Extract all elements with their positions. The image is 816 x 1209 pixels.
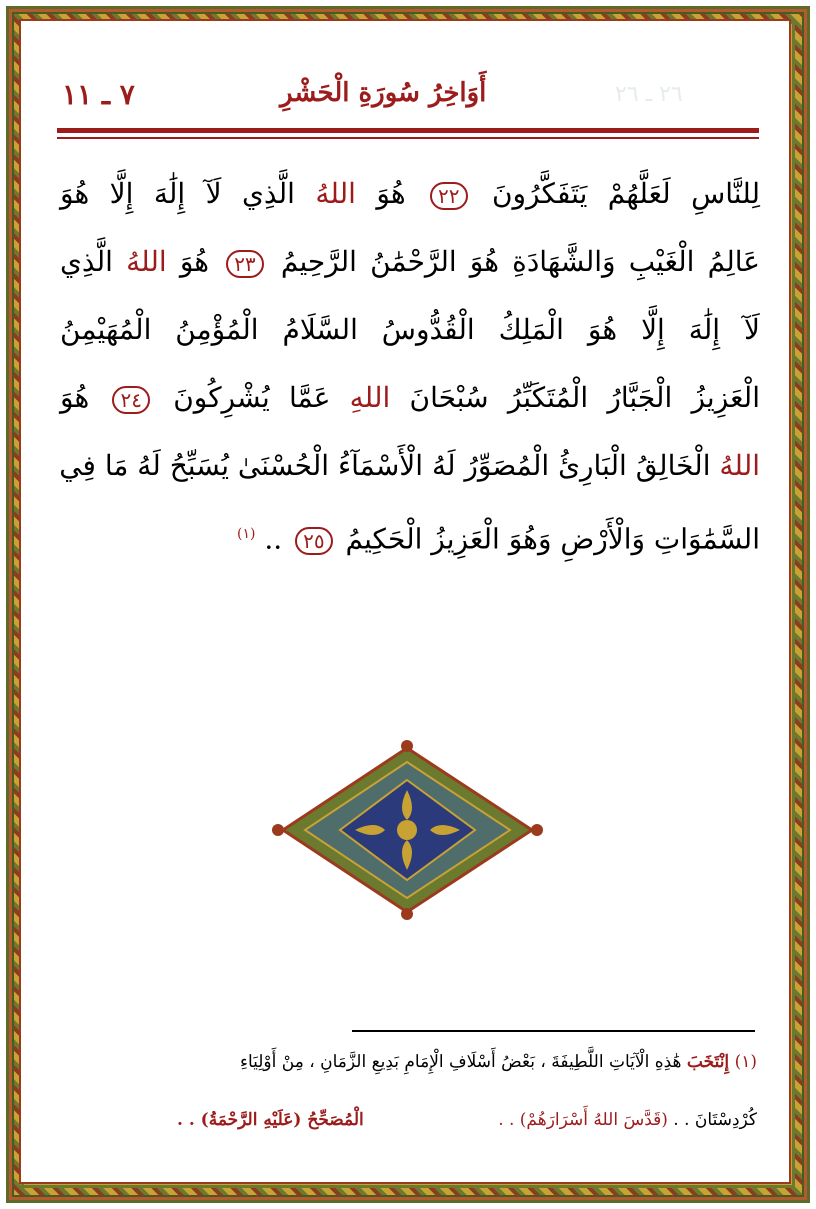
divine-name: اللهُ (719, 449, 760, 482)
ayah-number: ٢٥ (295, 527, 332, 555)
verse-range: ٧ ـ ١١ (62, 78, 135, 111)
verse-text: عَمَّا يُشْرِكُونَ (173, 381, 331, 414)
header-rule-thin (57, 137, 759, 139)
verse-text: لِلنَّاسِ لَعَلَّهُمْ يَتَفَكَّرُونَ (491, 177, 761, 210)
footnote-blessing: (قَدَّسَ اللهُ أَسْرَارَهُمْ) . . (498, 1110, 668, 1130)
footnote-line (60, 1052, 757, 1072)
divine-name: اللهُ (126, 245, 167, 278)
verse-text: هُوَ (376, 177, 406, 210)
verse-text: هُوَ (60, 381, 90, 414)
verse-text: الْعَزِيزُ الْجَبَّارُ الْمُتَكَبِّرُ سُبْحَانَ (409, 381, 760, 414)
ayah-number: ٢٢ (430, 182, 467, 210)
divine-name: اللهِ (349, 381, 391, 414)
header-ghost-text: ٢٦ ـ ٢٦ (615, 82, 683, 107)
footnote-text: كُرْدِسْتَانَ . . (673, 1110, 757, 1130)
verse-line (60, 228, 760, 296)
verse-text: .. (264, 522, 283, 556)
footnote-rule (352, 1030, 755, 1032)
verse-line (60, 160, 760, 228)
footnote-number: (١) (734, 1052, 757, 1072)
verse-text: الَّذِي (60, 245, 113, 278)
ayah-number: ٢٤ (112, 386, 149, 414)
ayah-number: ٢٣ (226, 250, 263, 278)
footnote-text: هَٰذِهِ الْآيَاتِ اللَّطِيفَةَ ، بَعْضُ أَسْلَافِ الْإِمَامِ بَدِيعِ الزَّمَانِ ، مِنْ أَوْلِيَاءِ (239, 1052, 682, 1072)
verse-text: الْخَالِقُ الْبَارِئُ الْمُصَوِّرُ لَهُ الْأَسْمَآءُ الْحُسْنَىٰ يُسَبِّحُ لَهُ مَا فِي (59, 449, 711, 482)
floral-ornament-icon (270, 740, 545, 920)
footnote-verb: إِنْتَخَبَ (686, 1052, 730, 1072)
verse-text: السَّمَٰوَاتِ وَالْأَرْضِ وَهُوَ الْعَزِيزُ الْحَكِيمُ (345, 522, 760, 556)
divine-name: اللهُ (315, 177, 356, 210)
verse-line (60, 296, 760, 364)
verse-line (60, 432, 760, 500)
verse-text: الَّذِي لَآ إِلَٰهَ إِلَّا هُوَ (60, 177, 295, 210)
footnote-ref: (١) (236, 526, 256, 542)
verse-block (60, 160, 760, 568)
verse-text: هُوَ (179, 245, 210, 278)
verse-line (60, 364, 760, 432)
footnote-line (60, 1110, 757, 1130)
footnote-signature: الْمُصَحِّحُ (عَلَيْهِ الرَّحْمَةُ) . . (177, 1110, 364, 1130)
page-title: أَوَاخِرُ سُورَةِ الْحَشْرِ (280, 78, 487, 108)
verse-text: عَالِمُ الْغَيْبِ وَالشَّهَادَةِ هُوَ الرَّحْمَٰنُ الرَّحِيمُ (280, 245, 760, 278)
verse-line (60, 500, 760, 568)
verse-text: لَآ إِلَٰهَ إِلَّا هُوَ الْمَلِكُ الْقُدُّوسُ السَّلَامُ الْمُؤْمِنُ الْمُهَيْمِنُ (60, 313, 760, 346)
header-rule-thick (57, 128, 759, 133)
